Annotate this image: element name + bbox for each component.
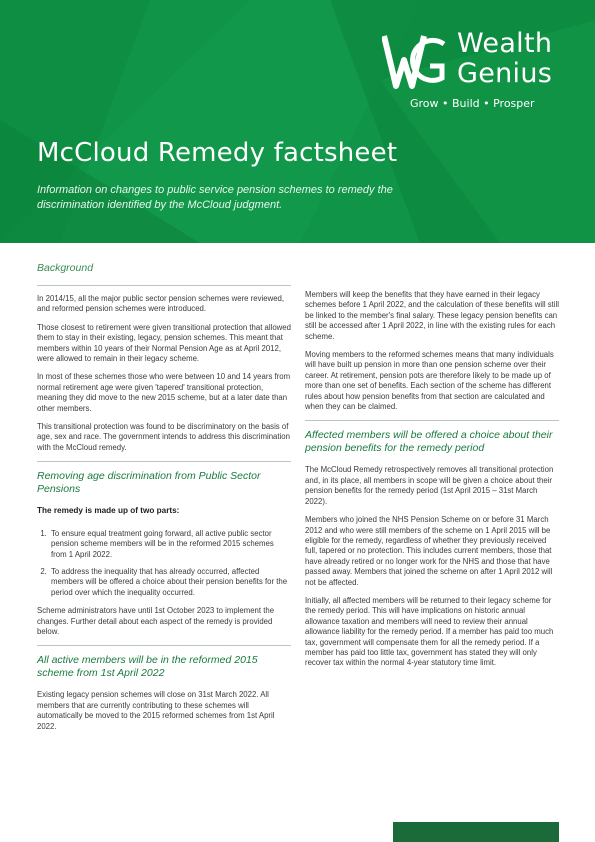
section-divider <box>37 461 291 462</box>
choice-heading: Affected members will be offered a choice about their pension benefits for the remedy period <box>305 429 553 455</box>
remedy-list <box>37 529 291 598</box>
paragraph: The McCloud Remedy retrospectively removes all transitional protection and, in its place, all members in scope will be given a choice about their pension benefits for the remedy period (1st April 2015 – 31st March 2022). <box>305 465 554 506</box>
brand-name-line2: Genius <box>457 58 553 89</box>
list-item: 1. To ensure equal treatment going forward, all active public sector pension scheme members will be in the reformed 2015 schemes from 1 April 2022. <box>49 529 291 560</box>
paragraph: Moving members to the reformed schemes means that many individuals will have built up pension in more than one pension scheme over their career. At retirement, pension pots are therefore likely to be made up of more than one set of benefits. Each section of the scheme has different rules about how pension benefits from that section are calculated and when they can be claimed. <box>305 350 554 412</box>
paragraph: Members who joined the NHS Pension Scheme on or before 31 March 2012 and who were still members of the scheme on 1 April 2015 will be eligible for the remedy, regardless of whether they previously received full, tapered or no protection. This includes current members, those that have already retired or no longer work for the NHS and those that have passed away. Members that joined the scheme on after 1 April 2012 will not be affected. <box>305 515 553 587</box>
page-subtitle: Information on changes to public service pension schemes to remedy the discrimination identified by the McCloud judgment. <box>37 184 393 211</box>
section-divider <box>37 645 291 646</box>
paragraph: Existing legacy pension schemes will close on 31st March 2022. All members that are currently contributing to these schemes will automatically be moved to the 2015 reformed schemes from 1st April 2022. <box>37 690 275 731</box>
right-column <box>305 290 559 677</box>
brand-name-line1: Wealth <box>457 28 553 59</box>
section-divider <box>37 285 291 286</box>
background-heading: Background <box>37 262 94 274</box>
remedy-intro: The remedy is made up of two parts: <box>37 506 180 516</box>
paragraph: Members will keep the benefits that they have earned in their legacy schemes before 1 April 2022, and the calculation of these benefits will still be linked to the member's final salary. These legacy pension benefits can still be accessed after 1 April 2022, in line with the existing rules for each scheme. <box>305 290 559 341</box>
list-item: 2. To address the inequality that has already occurred, affected members will be offered a choice about their pension benefits for the period over which the inequality occurred. <box>49 567 291 598</box>
paragraph: In most of these schemes those who were between 10 and 14 years from normal retirement age were given 'tapered' transitional protection, meaning they did move to the new 2015 scheme, but at a later date than other members. <box>37 372 291 413</box>
active-members-heading: All active members will be in the reformed 2015 scheme from 1st April 2022 <box>37 654 258 680</box>
paragraph: In 2014/15, all the major public sector pension schemes were reviewed, and reformed pension schemes were introduced. <box>37 294 285 314</box>
header-banner <box>0 0 595 243</box>
paragraph: Scheme administrators have until 1st October 2023 to implement the changes. Further detail about each aspect of the remedy is provided below. <box>37 606 275 636</box>
left-column <box>37 262 291 740</box>
footer-bar <box>393 822 559 842</box>
paragraph: Those closest to retirement were given transitional protection that allowed them to stay in their existing, legacy, pension schemes. This meant that members within 10 years of their Normal Pension Age as at April 2012, were allowed to remain in their legacy scheme. <box>37 322 291 364</box>
wg-monogram-icon <box>382 30 450 92</box>
paragraph: This transitional protection was found to be discriminatory on the basis of age, sex and race. The government intends to address this discrimination with the McCloud remedy. <box>37 422 290 452</box>
removing-heading: Removing age discrimination from Public Sector Pensions <box>37 470 261 496</box>
section-divider <box>305 420 559 421</box>
page-title: McCloud Remedy factsheet <box>37 138 398 168</box>
tagline: Grow • Build • Prosper <box>410 97 535 110</box>
paragraph: Initially, all affected members will be returned to their legacy scheme for the remedy period. This will have implications on historic annual allowance taxation and members will need to review their annual allowance liability for the remedy period. If a member has paid too much tax, government will compensate them for all the remedy period. If a member has paid too little tax, government has stated they will only recover tax within the normal 4-year statutory time limit. <box>305 595 554 668</box>
